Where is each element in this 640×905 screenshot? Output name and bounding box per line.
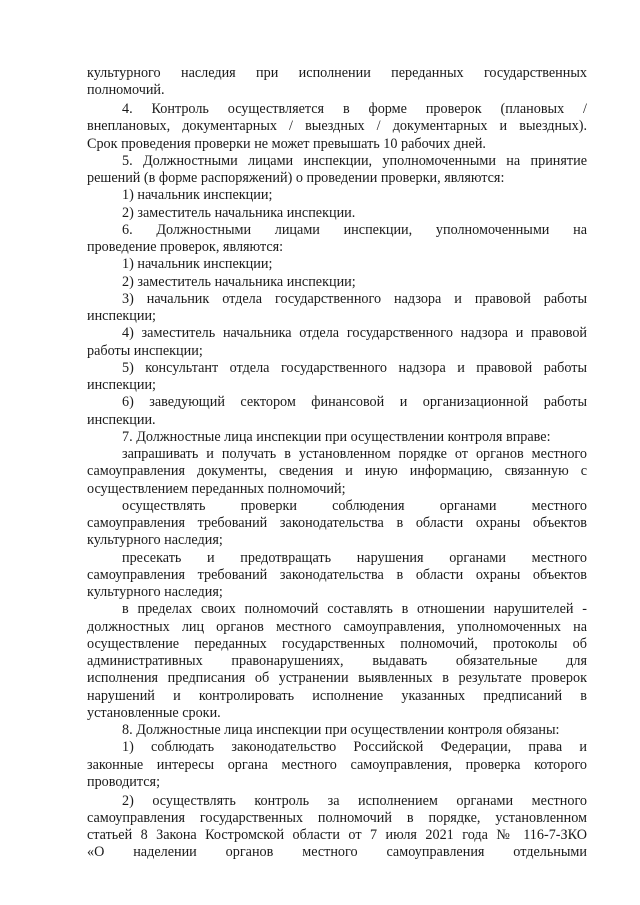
text-line: административных правонарушениях, выдавать обязательные для <box>87 653 587 669</box>
text-line: 1) начальник инспекции; <box>122 256 273 272</box>
text-line: 6) заведующий сектором финансовой и организационной работы <box>122 394 587 410</box>
text-line: «О наделении органов местного самоуправления отдельными <box>87 844 587 860</box>
text-line: самоуправления требований законодательства в области охраны объектов <box>87 515 587 531</box>
text-line: установленные сроки. <box>87 705 221 721</box>
text-line: 3) начальник отдела государственного надзора и правовой работы <box>122 291 587 307</box>
text-line: 2) осуществлять контроль за исполнением органами местного <box>122 793 587 809</box>
text-line: 1) начальник инспекции; <box>122 187 273 203</box>
text-line: проведение проверок, являются: <box>87 239 284 255</box>
text-line: культурного наследия; <box>87 584 223 600</box>
text-line: внеплановых, документарных / выездных / документарных и выездных). <box>87 118 587 134</box>
text-line: 6. Должностными лицами инспекции, уполномоченными на <box>122 222 587 238</box>
text-line: 1) соблюдать законодательство Российской Федерации, права и <box>122 739 587 755</box>
text-line: 5) консультант отдела государственного надзора и правовой работы <box>122 360 587 376</box>
text-line: пресекать и предотвращать нарушения органами местного <box>122 550 587 566</box>
text-line: культурного наследия; <box>87 532 223 548</box>
text-line: 4) заместитель начальника отдела государственного надзора и правовой <box>122 325 587 341</box>
text-line: полномочий. <box>87 82 165 98</box>
text-line: решений (в форме распоряжений) о проведении проверки, являются: <box>87 170 505 186</box>
text-line: Срок проведения проверки не может превышать 10 рабочих дней. <box>87 136 486 152</box>
text-line: самоуправления документы, сведения и иную информацию, связанную с <box>87 463 587 479</box>
text-line: культурного наследия при исполнении переданных государственных <box>87 65 587 81</box>
text-line: 2) заместитель начальника инспекции; <box>122 274 356 290</box>
text-line: самоуправления требований законодательства в области охраны объектов <box>87 567 587 583</box>
text-line: запрашивать и получать в установленном порядке от органов местного <box>122 446 587 462</box>
text-line: 4. Контроль осуществляется в форме проверок (плановых / <box>122 101 587 117</box>
text-line: самоуправления государственных полномочий в порядке, установленном <box>87 810 587 826</box>
text-line: нарушений и контролировать исполнение указанных предписаний в <box>87 688 587 704</box>
text-line: инспекции; <box>87 377 156 393</box>
text-line: осуществление переданных государственных полномочий, протоколы об <box>87 636 587 652</box>
text-line: 8. Должностные лица инспекции при осуществлении контроля обязаны: <box>122 722 560 738</box>
text-line: осуществлять проверки соблюдения органами местного <box>122 498 587 514</box>
text-line: инспекции. <box>87 412 156 428</box>
text-line: 7. Должностные лица инспекции при осуществлении контроля вправе: <box>122 429 551 445</box>
text-line: работы инспекции; <box>87 343 203 359</box>
text-line: исполнения предписания об устранении выявленных в результате проверок <box>87 670 587 686</box>
text-line: в пределах своих полномочий составлять в отношении нарушителей - <box>122 601 587 617</box>
text-line: инспекции; <box>87 308 156 324</box>
text-line: законные интересы органа местного самоуправления, проверка которого <box>87 757 587 773</box>
text-line: 5. Должностными лицами инспекции, уполномоченными на принятие <box>122 153 587 169</box>
text-line: должностных лиц органов местного самоуправления, уполномоченных на <box>87 619 587 635</box>
text-line: 2) заместитель начальника инспекции. <box>122 205 356 221</box>
text-line: осуществлением переданных полномочий; <box>87 481 346 497</box>
text-line: проводится; <box>87 774 161 790</box>
text-line: статьей 8 Закона Костромской области от 7 июля 2021 года № 116-7-ЗКО <box>87 827 587 843</box>
